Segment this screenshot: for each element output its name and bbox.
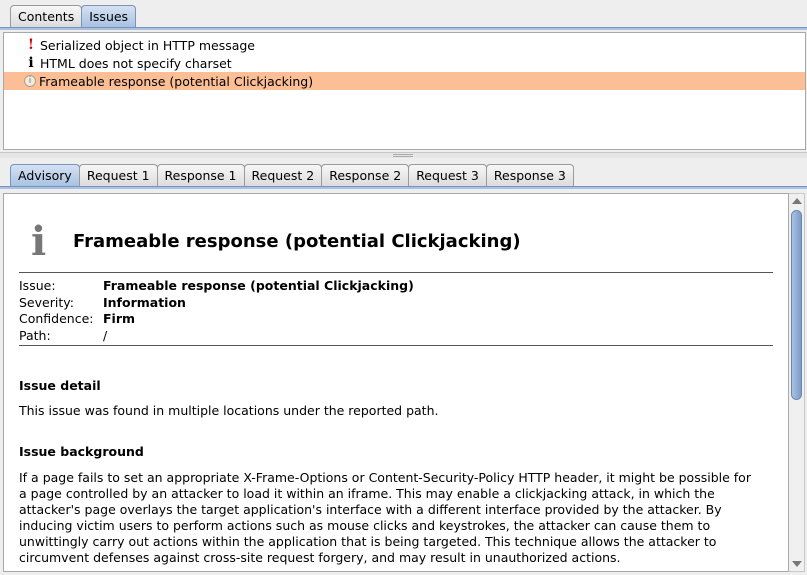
- tab-advisory[interactable]: Advisory: [10, 164, 80, 186]
- advisory-panel: [3, 193, 789, 572]
- issue-detail-heading: Issue detail: [19, 378, 101, 393]
- divider: [19, 345, 773, 346]
- background-line: If a page fails to set an appropriate X-Frame-Options or Content-Security-Policy HTTP header, it might be possible for: [19, 470, 751, 485]
- tab-response-1[interactable]: Response 1: [157, 164, 245, 186]
- tab-response-3[interactable]: Response 3: [486, 164, 574, 186]
- detail-tab-bar: [0, 162, 573, 186]
- scroll-up-icon[interactable]: [792, 198, 802, 204]
- meta-path-label: Path:: [19, 327, 51, 343]
- issue-label: Serialized object in HTTP message: [40, 37, 256, 53]
- background-line: a page controlled by an attacker to load it within an iframe. This may enable a clickjacking attack, in which the: [19, 486, 715, 501]
- pane-splitter[interactable]: [0, 152, 807, 158]
- issue-label: HTML does not specify charset: [40, 55, 232, 71]
- issue-background-heading: Issue background: [19, 444, 144, 459]
- meta-severity-label: Severity:: [19, 294, 74, 310]
- scrollbar-thumb[interactable]: [791, 210, 802, 400]
- meta-severity-value: Information: [103, 294, 186, 310]
- issue-row-selected[interactable]: [4, 72, 805, 90]
- issue-row[interactable]: [4, 54, 805, 72]
- scroll-down-icon[interactable]: [792, 561, 802, 567]
- divider: [19, 272, 773, 273]
- issue-label: Frameable response (potential Clickjacking): [39, 73, 314, 89]
- issues-list[interactable]: [3, 32, 806, 150]
- tab-request-3[interactable]: Request 3: [408, 164, 487, 186]
- top-tab-bar: [0, 3, 135, 27]
- tab-issues[interactable]: Issues: [81, 5, 136, 27]
- background-line: unwittingly carry out actions within the application that is being targeted. This technique allows the attacker to: [19, 534, 717, 549]
- info-icon: i: [28, 55, 34, 71]
- issue-background-text: [19, 470, 779, 566]
- background-line: circumvent defenses against cross-site request forgery, and may result in unauthorized actions.: [19, 550, 621, 565]
- background-line: inducing victim users to perform actions such as mouse clicks and keystrokes, the attacker can cause them to: [19, 518, 711, 533]
- tab-divider: [0, 27, 807, 30]
- tab-request-2[interactable]: Request 2: [244, 164, 323, 186]
- issue-detail-text: This issue was found in multiple locations under the reported path.: [19, 403, 439, 418]
- meta-issue-value: Frameable response (potential Clickjacking): [103, 278, 414, 293]
- meta-issue-label: Issue:: [19, 278, 56, 293]
- high-severity-icon: !: [27, 37, 35, 53]
- issue-metadata: [19, 278, 414, 344]
- tab-request-1[interactable]: Request 1: [79, 164, 158, 186]
- info-circle-icon: i: [24, 75, 36, 87]
- tab-divider: [0, 186, 807, 189]
- advisory-scrollbar[interactable]: [789, 193, 805, 572]
- advisory-title: Frameable response (potential Clickjacking): [73, 231, 521, 252]
- advisory-header: [31, 218, 521, 265]
- background-line: attacker's page overlays the target application's interface with a different interface provided by the attacker. By: [19, 502, 722, 517]
- info-icon: i: [31, 218, 47, 265]
- splitter-grip-icon[interactable]: [393, 154, 413, 157]
- meta-path-value: /: [103, 327, 108, 343]
- tab-contents[interactable]: Contents: [10, 5, 82, 27]
- meta-confidence-value: Firm: [103, 311, 136, 326]
- issue-row[interactable]: [4, 36, 805, 54]
- meta-confidence-label: Confidence:: [19, 311, 94, 326]
- tab-response-2[interactable]: Response 2: [321, 164, 409, 186]
